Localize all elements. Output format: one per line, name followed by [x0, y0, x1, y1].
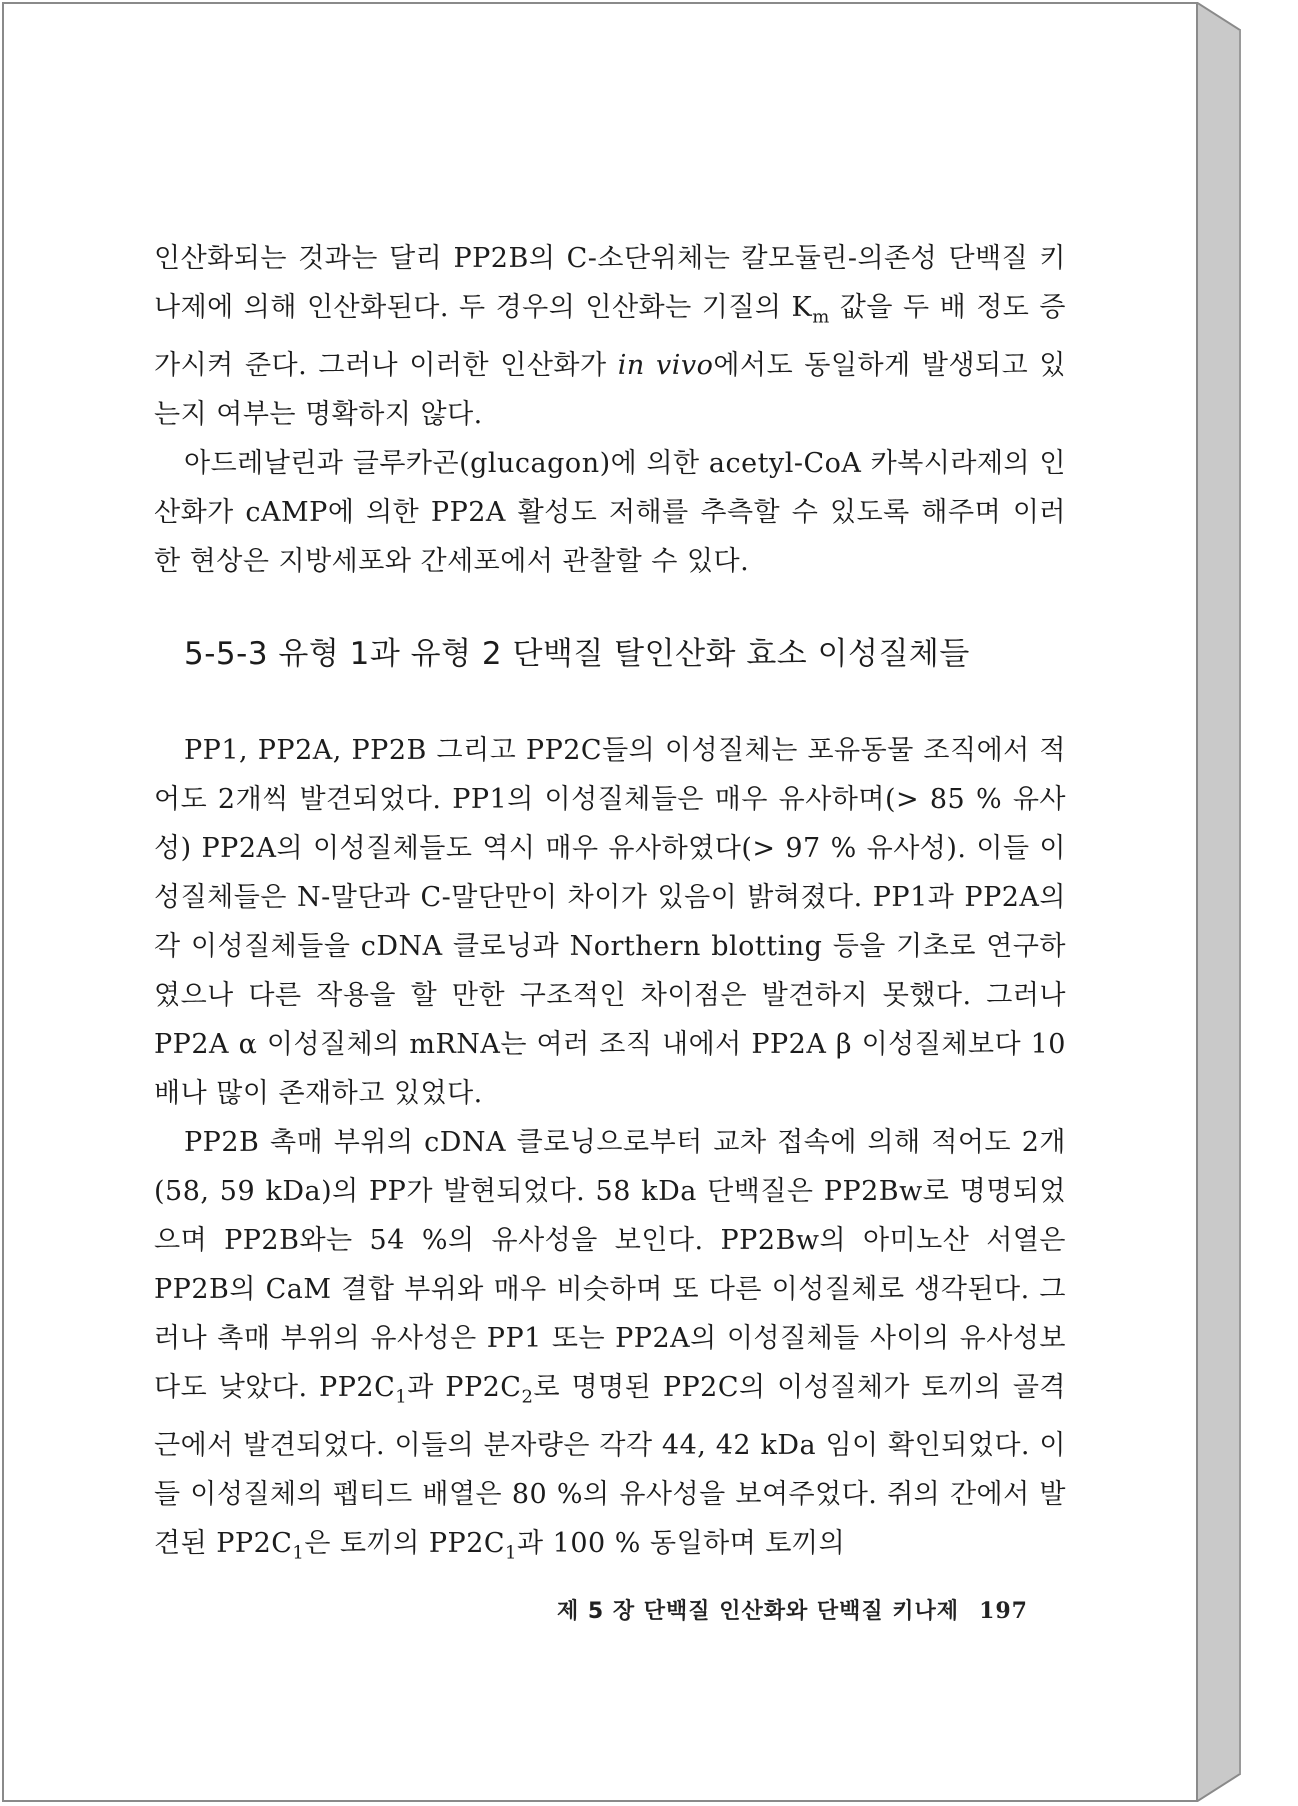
subscript-text: m [812, 306, 830, 328]
body-paragraph [154, 234, 1066, 439]
book-spine [1196, 2, 1251, 1802]
paragraph-text: PP1, PP2A, PP2B 그리고 PP2C들의 이성질체는 포유동물 조직에서 적어도 2개씩 발견되었다. PP1의 이성질체들은 매우 유사하며(> 85 % 유사성) PP2A의 이성질체들도 역시 매우 유사하였다(> 97 % 유사성). 이들 이성질체들은 N-말단과 C-말단만이 차이가 있음이 밝혀졌다. PP1과 PP2A의 각 이성질체들을 cDNA 클로닝과 Northern blotting 등을 기초로 연구하였으나 다른 작용을 할 만한 구조적인 차이점은 발견하지 못했다. 그러나 PP2A α 이성질체의 mRNA는 여러 조직 내에서 PP2A β 이성질체보다 10배나 많이 존재하고 있었다. [154, 735, 1066, 1109]
paragraph-text: PP2B 촉매 부위의 cDNA 클로닝으로부터 교차 접속에 의해 적어도 2개(58, 59 kDa)의 PP가 발현되었다. 58 kDa 단백질은 PP2Bw로 명명되었으며 PP2B와는 54 %의 유사성을 보인다. PP2Bw의 아미노산 서열은 PP2B의 CaM 결합 부위와 매우 비슷하며 또 다른 이성질체로 생각된다. 그러나 촉매 부위의 유사성은 PP1 또는 PP2A의 이성질체들 사이의 유사성보다도 낮았다. PP2C [154, 1127, 1066, 1403]
subscript-text: 1 [292, 1542, 305, 1564]
section-heading-container [154, 628, 1066, 673]
paragraph-text: 과 100 % 동일하며 토끼의 [517, 1528, 846, 1560]
body-paragraph [154, 726, 1066, 1118]
subscript-text: 1 [505, 1542, 517, 1564]
book-page [2, 2, 1198, 1802]
paragraph-text: 아드레날린과 글루카곤(glucagon)에 의한 acetyl-CoA 카복시라제의 인산화가 cAMP에 의한 PP2A 활성도 저해를 추측할 수 있도록 해주며 이러한 현상은 지방세포와 간세포에서 관찰할 수 있다. [154, 448, 1066, 578]
subscript-text: 1 [395, 1386, 408, 1408]
page-footer [557, 1594, 1028, 1625]
subscript-text: 2 [521, 1386, 534, 1408]
body-paragraph [154, 439, 1066, 586]
italic-text: in vivo [617, 350, 714, 382]
paragraph-text: 로 명명된 PP2C의 이성질체가 토끼의 골격근에서 발견되었다. 이들의 분자량은 각각 44, 42 kDa 임이 확인되었다. 이들 이성질체의 펩티드 배열은 80 %의 유사성을 보여주었다. 쥐의 간에서 발견된 PP2C [154, 1372, 1066, 1560]
paragraph-text: 과 PP2C [407, 1372, 522, 1403]
body-paragraph [154, 1118, 1066, 1578]
paragraph-text: 에서도 동일하게 발생되고 있는지 여부는 명확하지 않다. [154, 350, 1066, 431]
page-number: 197 [979, 1598, 1028, 1624]
text-block-lower [154, 726, 1066, 1578]
paragraph-text: 은 토끼의 PP2C [304, 1528, 506, 1560]
section-heading: 5-5-3 유형 1과 유형 2 단백질 탈인산화 효소 이성질체들 [184, 636, 970, 672]
paragraph-text: 인산화되는 것과는 달리 PP2B의 C-소단위체는 칼모듈린-의존성 단백질 키나제에 의해 인산화된다. 두 경우의 인산화는 기질의 K [154, 243, 1066, 323]
paragraph-text: 값을 두 배 정도 증가시켜 준다. 그러나 이러한 인산화가 [154, 292, 1066, 382]
running-title: 제 5 장 단백질 인산화와 단백질 키나제 [557, 1599, 960, 1624]
text-block-upper [154, 234, 1066, 586]
